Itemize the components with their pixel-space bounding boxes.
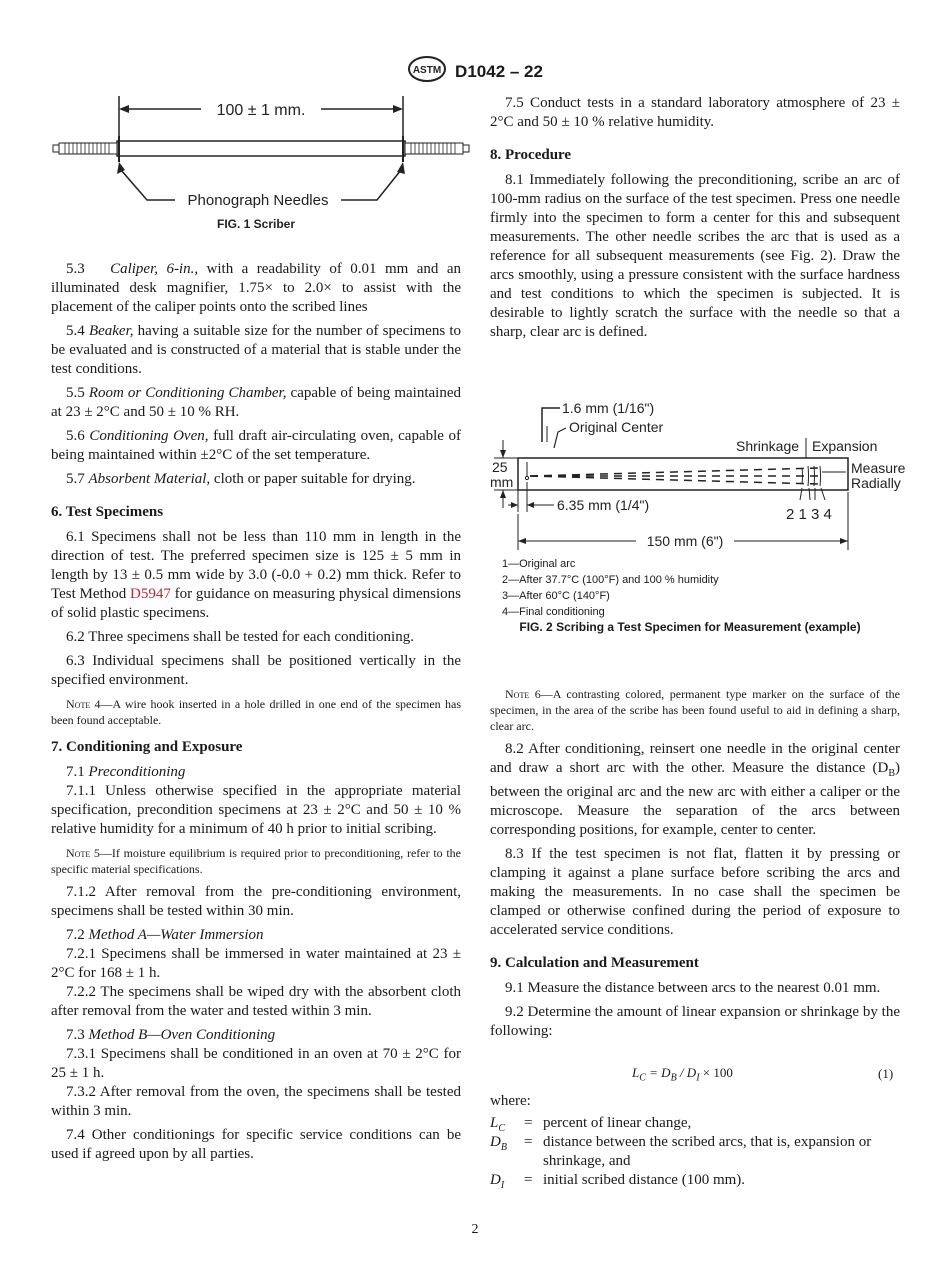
fig2-arc-numbers: 2 1 3 4 (786, 506, 832, 523)
var-db: $D_B$ (490, 1134, 507, 1153)
document-number: D1042 – 22 (455, 61, 543, 81)
note-4: Note 4—A wire hook inserted in a hole drilled in one end of the specimen has been found acceptable. (51, 697, 461, 727)
fig1-dimension: 100 ± 1 mm. (216, 102, 306, 119)
para-8-2: 8.2 After conditioning, reinsert one needle in the original center and draw a short arc with the other. Measure the distance $(D_B)$ between the original arc and the new arc with either a caliper or the microscope. Measure the separation of the arcs between corresponding positions, for example, center to center. (490, 741, 900, 838)
def-db: distance between the scribed arcs, that is, expansion or shrinkage, and (543, 1134, 872, 1169)
para-6-2: 6.2 Three specimens shall be tested for each conditioning. (66, 629, 414, 645)
logo-text: ASTM (412, 65, 442, 76)
para-5-6: 5.6 Conditioning Oven, full draft air-circulating oven, capable of being maintained within ±2°C of the set temperature. (51, 428, 462, 463)
para-7-3-1: 7.3.1 Specimens shall be conditioned in an oven at 70 ± 2°C for 25 ± 1 h. (51, 1046, 461, 1081)
fig2-shrinkage: Shrinkage (736, 438, 800, 454)
equals-sign: = (524, 1115, 533, 1131)
para-5-4: 5.4 Beaker, having a suitable size for the number of specimens to be evaluated and is constructed of a material that is stable under the test conditions. (51, 323, 462, 377)
note-6: Note 6—A contrasting colored, permanent type marker on the surface of the specimen, in the area of the scribe has been found useful to aid in defining a sharp, clear arc. (490, 687, 901, 733)
legend-item: 3—After 60°C (140°F) (502, 590, 610, 602)
para-7-3: 7.3 Method B—Oven Conditioning (66, 1027, 276, 1043)
where-block (490, 1092, 900, 1192)
def-lc: percent of linear change, (543, 1115, 692, 1131)
fig2-legend (502, 556, 719, 620)
fig2-dim-total: 150 mm (6") (646, 533, 724, 549)
para-7-2-1: 7.2.1 Specimens shall be immersed in water maintained at 23 ± 2°C for 168 ± 1 h. (51, 946, 461, 981)
equals-sign: = (524, 1172, 533, 1188)
equals-sign: = (524, 1134, 533, 1150)
fig1-label: Phonograph Needles (187, 192, 329, 209)
para-7-3-2: 7.3.2 After removal from the oven, the specimens shall be tested within 3 min. (51, 1084, 461, 1119)
var-lc: $L_C$ (490, 1115, 506, 1134)
para-6-1: 6.1 Specimens shall not be less than 110 mm in length in the direction of test. The preferred specimen size is 125 ± 5 mm in length by 13 ± 0.5 mm wide by 3.0 (-0.0 + 0.2) mm thick. Refer to Test Method D5947 for guidance on measuring physical dimensions of solid plastic specimens. (51, 529, 461, 621)
fig2-height-unit: mm (490, 474, 514, 490)
para-7-2: 7.2 Method A—Water Immersion (66, 927, 264, 943)
legend-item: 2—After 37.7°C (100°F) and 100 % humidity (502, 574, 719, 586)
fig2-original-center: Original Center (569, 419, 664, 435)
equation-number: (1) (878, 1066, 894, 1081)
astm-logo (407, 56, 447, 87)
para-5-3: 5.3 Caliper, 6-in., with a readability of 0.01 mm and an illuminated desk magnifier, 1.75× to 2.0× to assist with the placement of the caliper points onto the scribed lines (51, 261, 461, 315)
page-number: 2 (471, 1222, 479, 1237)
para-7-2-2: 7.2.2 The specimens shall be wiped dry with the absorbent cloth after removal from the water and tested within 3 min. (51, 984, 461, 1019)
var-di: $D_I$ (490, 1172, 505, 1191)
where-label: where: (490, 1093, 531, 1109)
section-9-title: 9. Calculation and Measurement (490, 955, 699, 971)
para-6-3: 6.3 Individual specimens shall be positioned vertically in the specified environment. (51, 653, 461, 688)
left-column (51, 260, 461, 1164)
right-column-bottom (490, 686, 900, 1041)
para-8-3: 8.3 If the test specimen is not flat, flatten it by pressing or clamping it against a plane surface before scribing the arcs and making the measurements. In no case shall the specimen be clamped or otherwise confined during the period of exposure to accelerated service conditions. (490, 846, 900, 938)
para-7-1-1: 7.1.1 Unless otherwise specified in the appropriate material specification, precondition specimens at 23 ± 2°C and 50 ± 10 % relative humidity for a minimum of 40 h prior to initial scribing. (51, 783, 461, 837)
para-8-1: 8.1 Immediately following the preconditioning, scribe an arc of 100-mm radius on the surface of the test specimen. Press one needle firmly into the specimen to form a center for this and subsequent measurements. The other needle scribes the arc that is used as a reference for all subsequent measurements (see Fig. 2). Draw the arcs smoothly, using a pressure consistent with the surface hardness and test conditions to which the specimen is subjected. It is desirable to lightly scratch the surface with the needle so that a sharp, clear arc is defined. (490, 172, 900, 340)
fig2-measure: Measure (851, 460, 906, 476)
fig2-dim-mid: 6.35 mm (1/4") (557, 497, 650, 513)
right-column-top (490, 94, 900, 342)
para-7-4: 7.4 Other conditionings for specific service conditions can be used if agreed upon by all parties. (51, 1127, 461, 1162)
para-9-2: 9.2 Determine the amount of linear expansion or shrinkage by the following: (490, 1004, 900, 1039)
fig2-dim-small: 1.6 mm (1/16") (562, 400, 655, 416)
note-5: Note 5—If moisture equilibrium is required prior to preconditioning, refer to the specific material specifications. (51, 846, 461, 876)
def-di: initial scribed distance (100 mm). (543, 1172, 746, 1188)
fig2-height-num: 25 (492, 459, 508, 475)
figure-1 (51, 96, 471, 236)
para-9-1: 9.1 Measure the distance between arcs to the nearest 0.01 mm. (505, 980, 881, 996)
fig2-caption: FIG. 2 Scribing a Test Specimen for Measurement (example) (519, 620, 861, 634)
section-7-title: 7. Conditioning and Exposure (51, 739, 243, 755)
section-6-title: 6. Test Specimens (51, 504, 164, 520)
fig2-radially: Radially (851, 475, 901, 491)
figure-2 (490, 396, 910, 646)
para-7-1-2: 7.1.2 After removal from the pre-conditioning environment, specimens shall be tested within 30 min. (51, 884, 461, 919)
legend-item: 4—Final conditioning (502, 606, 605, 618)
para-7-5: 7.5 Conduct tests in a standard laboratory atmosphere of 23 ± 2°C and 50 ± 10 % relative humidity. (490, 95, 900, 130)
fig2-expansion: Expansion (812, 438, 878, 454)
para-7-1: 7.1 Preconditioning (66, 764, 186, 780)
page-header (0, 56, 950, 87)
para-5-5: 5.5 Room or Conditioning Chamber, capable of being maintained at 23 ± 2°C and 50 ± 10 % RH. (51, 385, 462, 420)
legend-item: 1—Original arc (502, 558, 576, 570)
fig1-caption: FIG. 1 Scriber (216, 217, 296, 231)
para-5-7: 5.7 Absorbent Material, cloth or paper suitable for drying. (66, 471, 416, 487)
section-8-title: 8. Procedure (490, 147, 572, 163)
equation-1: $L_C = D_B / D_I \times 100$ (632, 1065, 733, 1084)
link-d5947[interactable]: D5947 (130, 586, 171, 602)
